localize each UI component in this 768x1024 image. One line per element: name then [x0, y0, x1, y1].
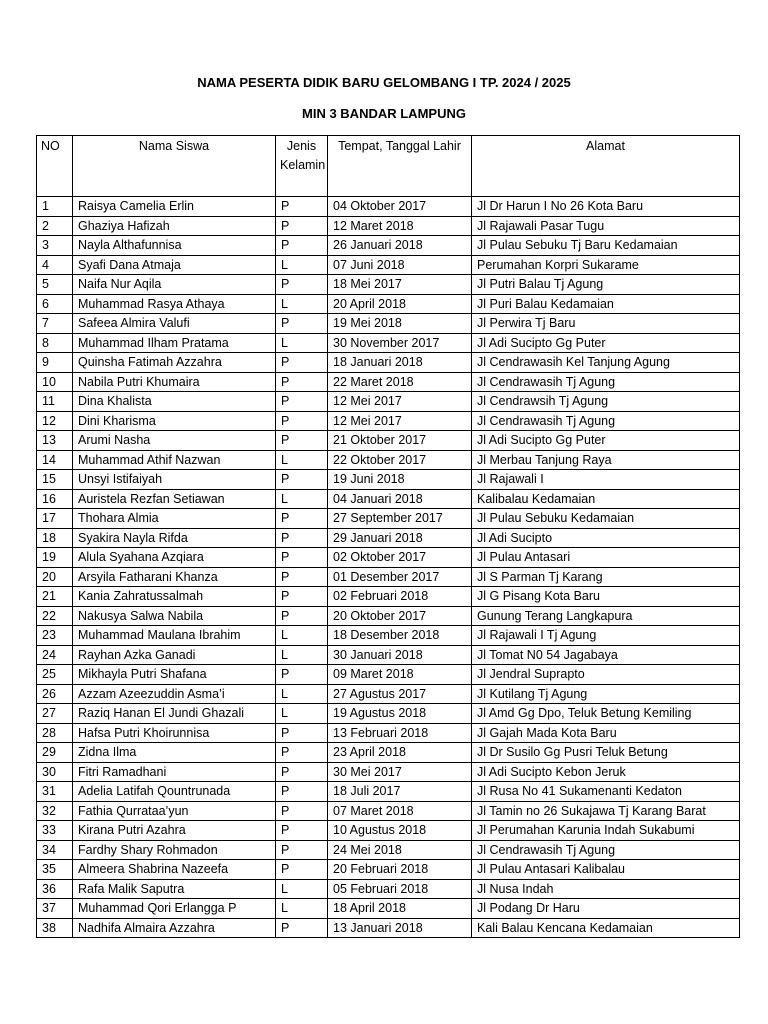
cell-address: Jl Nusa Indah — [472, 879, 740, 899]
cell-address: Jl Merbau Tanjung Raya — [472, 450, 740, 470]
table-row — [37, 392, 740, 412]
cell-name: Dina Khalista — [73, 392, 276, 412]
table-row — [37, 899, 740, 919]
cell-name: Nabila Putri Khumaira — [73, 372, 276, 392]
cell-name: Thohara Almia — [73, 509, 276, 529]
cell-sex: L — [276, 899, 328, 919]
table-row — [37, 528, 740, 548]
cell-name: Quinsha Fatimah Azzahra — [73, 353, 276, 373]
cell-sex: P — [276, 762, 328, 782]
cell-no: 21 — [37, 587, 73, 607]
cell-sex: P — [276, 821, 328, 841]
cell-name: Zidna Ilma — [73, 743, 276, 763]
cell-birth: 12 Mei 2017 — [328, 411, 472, 431]
cell-sex: P — [276, 509, 328, 529]
table-row — [37, 431, 740, 451]
cell-sex: P — [276, 665, 328, 685]
cell-name: Azzam Azeezuddin Asma’i — [73, 684, 276, 704]
cell-address: Jl Cendrawasih Tj Agung — [472, 411, 740, 431]
cell-sex: L — [276, 626, 328, 646]
cell-name: Fardhy Shary Rohmadon — [73, 840, 276, 860]
table-row — [37, 372, 740, 392]
cell-birth: 30 Mei 2017 — [328, 762, 472, 782]
cell-sex: L — [276, 645, 328, 665]
table-row — [37, 255, 740, 275]
cell-birth: 30 Januari 2018 — [328, 645, 472, 665]
cell-birth: 07 Maret 2018 — [328, 801, 472, 821]
cell-sex: P — [276, 372, 328, 392]
cell-sex: P — [276, 528, 328, 548]
cell-birth: 27 September 2017 — [328, 509, 472, 529]
cell-sex: P — [276, 801, 328, 821]
table-row — [37, 197, 740, 217]
cell-address: Jl Rusa No 41 Sukamenanti Kedaton — [472, 782, 740, 802]
cell-name: Nayla Althafunnisa — [73, 236, 276, 256]
cell-birth: 12 Mei 2017 — [328, 392, 472, 412]
page-title: NAMA PESERTA DIDIK BARU GELOMBANG I TP. 2024 / 2025 — [197, 75, 571, 90]
cell-sex: L — [276, 704, 328, 724]
cell-address: Jl Rajawali Pasar Tugu — [472, 216, 740, 236]
cell-no: 16 — [37, 489, 73, 509]
cell-address: Jl Cendrawasih Kel Tanjung Agung — [472, 353, 740, 373]
cell-no: 36 — [37, 879, 73, 899]
table-row — [37, 743, 740, 763]
table-row — [37, 450, 740, 470]
cell-sex: P — [276, 918, 328, 938]
cell-sex: P — [276, 587, 328, 607]
cell-name: Nakusya Salwa Nabila — [73, 606, 276, 626]
cell-birth: 04 Oktober 2017 — [328, 197, 472, 217]
cell-no: 35 — [37, 860, 73, 880]
cell-address: Jl Pulau Sebuku Tj Baru Kedamaian — [472, 236, 740, 256]
cell-no: 33 — [37, 821, 73, 841]
school-name: MIN 3 BANDAR LAMPUNG — [302, 106, 466, 121]
cell-no: 23 — [37, 626, 73, 646]
table-row — [37, 548, 740, 568]
cell-no: 3 — [37, 236, 73, 256]
cell-address: Jl Perwira Tj Baru — [472, 314, 740, 334]
cell-no: 25 — [37, 665, 73, 685]
cell-birth: 18 April 2018 — [328, 899, 472, 919]
cell-address: Jl Pulau Antasari Kalibalau — [472, 860, 740, 880]
table-row — [37, 801, 740, 821]
cell-name: Kania Zahratussalmah — [73, 587, 276, 607]
cell-address: Jl Dr Susilo Gg Pusri Teluk Betung — [472, 743, 740, 763]
cell-birth: 02 Oktober 2017 — [328, 548, 472, 568]
cell-sex: L — [276, 294, 328, 314]
table-row — [37, 684, 740, 704]
cell-no: 38 — [37, 918, 73, 938]
cell-no: 30 — [37, 762, 73, 782]
cell-sex: L — [276, 255, 328, 275]
cell-name: Muhammad Ilham Pratama — [73, 333, 276, 353]
table-row — [37, 236, 740, 256]
cell-birth: 07 Juni 2018 — [328, 255, 472, 275]
cell-address: Kalibalau Kedamaian — [472, 489, 740, 509]
cell-address: Jl Adi Sucipto Gg Puter — [472, 333, 740, 353]
cell-name: Raziq Hanan El Jundi Ghazali — [73, 704, 276, 724]
cell-address: Jl Puri Balau Kedamaian — [472, 294, 740, 314]
cell-address: Kali Balau Kencana Kedamaian — [472, 918, 740, 938]
cell-birth: 18 Januari 2018 — [328, 353, 472, 373]
cell-address: Jl Jendral Suprapto — [472, 665, 740, 685]
cell-birth: 18 Juli 2017 — [328, 782, 472, 802]
cell-no: 37 — [37, 899, 73, 919]
cell-sex: P — [276, 216, 328, 236]
cell-name: Syakira Nayla Rifda — [73, 528, 276, 548]
cell-no: 28 — [37, 723, 73, 743]
cell-name: Syafi Dana Atmaja — [73, 255, 276, 275]
cell-name: Muhammad Athif Nazwan — [73, 450, 276, 470]
cell-sex: P — [276, 470, 328, 490]
cell-name: Muhammad Qori Erlangga P — [73, 899, 276, 919]
cell-birth: 19 Juni 2018 — [328, 470, 472, 490]
cell-address: Jl G Pisang Kota Baru — [472, 587, 740, 607]
cell-no: 26 — [37, 684, 73, 704]
cell-no: 15 — [37, 470, 73, 490]
cell-name: Fitri Ramadhani — [73, 762, 276, 782]
cell-address: Perumahan Korpri Sukarame — [472, 255, 740, 275]
cell-address: Jl S Parman Tj Karang — [472, 567, 740, 587]
cell-address: Jl Cendrawasih Tj Agung — [472, 840, 740, 860]
cell-name: Arsyila Fatharani Khanza — [73, 567, 276, 587]
cell-sex: L — [276, 879, 328, 899]
cell-sex: P — [276, 548, 328, 568]
table-row — [37, 723, 740, 743]
cell-sex: P — [276, 782, 328, 802]
cell-no: 18 — [37, 528, 73, 548]
cell-address: Jl Cendrawsih Tj Agung — [472, 392, 740, 412]
cell-birth: 12 Maret 2018 — [328, 216, 472, 236]
cell-sex: P — [276, 411, 328, 431]
cell-sex: L — [276, 489, 328, 509]
cell-birth: 19 Mei 2018 — [328, 314, 472, 334]
cell-sex: P — [276, 353, 328, 373]
cell-birth: 02 Februari 2018 — [328, 587, 472, 607]
cell-birth: 13 Februari 2018 — [328, 723, 472, 743]
cell-name: Muhammad Rasya Athaya — [73, 294, 276, 314]
table-row — [37, 704, 740, 724]
cell-address: Jl Dr Harun I No 26 Kota Baru — [472, 197, 740, 217]
cell-birth: 21 Oktober 2017 — [328, 431, 472, 451]
table-row — [37, 840, 740, 860]
table-row — [37, 353, 740, 373]
cell-no: 7 — [37, 314, 73, 334]
cell-birth: 22 Maret 2018 — [328, 372, 472, 392]
cell-birth: 20 Oktober 2017 — [328, 606, 472, 626]
cell-no: 29 — [37, 743, 73, 763]
table-row — [37, 821, 740, 841]
cell-no: 9 — [37, 353, 73, 373]
cell-birth: 18 Desember 2018 — [328, 626, 472, 646]
header-no: NO — [37, 136, 73, 197]
header-name: Nama Siswa — [73, 136, 276, 197]
cell-address: Jl Putri Balau Tj Agung — [472, 275, 740, 295]
table-row — [37, 606, 740, 626]
cell-no: 14 — [37, 450, 73, 470]
cell-birth: 01 Desember 2017 — [328, 567, 472, 587]
header-address: Alamat — [472, 136, 740, 197]
cell-name: Almeera Shabrina Nazeefa — [73, 860, 276, 880]
cell-no: 20 — [37, 567, 73, 587]
cell-address: Jl Adi Sucipto — [472, 528, 740, 548]
cell-sex: P — [276, 723, 328, 743]
cell-birth: 13 Januari 2018 — [328, 918, 472, 938]
cell-no: 24 — [37, 645, 73, 665]
cell-address: Jl Tamin no 26 Sukajawa Tj Karang Barat — [472, 801, 740, 821]
cell-name: Alula Syahana Azqiara — [73, 548, 276, 568]
cell-name: Mikhayla Putri Shafana — [73, 665, 276, 685]
table-row — [37, 275, 740, 295]
table-row — [37, 314, 740, 334]
cell-birth: 18 Mei 2017 — [328, 275, 472, 295]
cell-address: Jl Tomat N0 54 Jagabaya — [472, 645, 740, 665]
cell-birth: 27 Agustus 2017 — [328, 684, 472, 704]
cell-birth: 29 Januari 2018 — [328, 528, 472, 548]
cell-no: 4 — [37, 255, 73, 275]
header-sex: Jenis Kelamin — [276, 136, 328, 197]
cell-sex: P — [276, 840, 328, 860]
cell-no: 32 — [37, 801, 73, 821]
cell-name: Arumi Nasha — [73, 431, 276, 451]
cell-no: 5 — [37, 275, 73, 295]
cell-birth: 30 November 2017 — [328, 333, 472, 353]
cell-sex: L — [276, 450, 328, 470]
cell-sex: P — [276, 743, 328, 763]
table-row — [37, 762, 740, 782]
table-row — [37, 665, 740, 685]
cell-sex: P — [276, 431, 328, 451]
table-row — [37, 216, 740, 236]
cell-address: Jl Kutilang Tj Agung — [472, 684, 740, 704]
cell-name: Hafsa Putri Khoirunnisa — [73, 723, 276, 743]
table-row — [37, 860, 740, 880]
table-row — [37, 567, 740, 587]
table-row — [37, 470, 740, 490]
table-row — [37, 509, 740, 529]
cell-address: Jl Adi Sucipto Kebon Jeruk — [472, 762, 740, 782]
cell-birth: 09 Maret 2018 — [328, 665, 472, 685]
table-row — [37, 333, 740, 353]
cell-address: Jl Perumahan Karunia Indah Sukabumi — [472, 821, 740, 841]
header-birth: Tempat, Tanggal Lahir — [328, 136, 472, 197]
cell-no: 34 — [37, 840, 73, 860]
cell-address: Jl Gajah Mada Kota Baru — [472, 723, 740, 743]
table-row — [37, 918, 740, 938]
table-row — [37, 626, 740, 646]
cell-sex: P — [276, 197, 328, 217]
cell-name: Kirana Putri Azahra — [73, 821, 276, 841]
table-row — [37, 411, 740, 431]
cell-address: Jl Pulau Sebuku Kedamaian — [472, 509, 740, 529]
cell-name: Unsyi Istifaiyah — [73, 470, 276, 490]
cell-address: Jl Rajawali I — [472, 470, 740, 490]
cell-birth: 20 April 2018 — [328, 294, 472, 314]
cell-birth: 22 Oktober 2017 — [328, 450, 472, 470]
cell-no: 6 — [37, 294, 73, 314]
cell-name: Muhammad Maulana Ibrahim — [73, 626, 276, 646]
table-row — [37, 294, 740, 314]
cell-address: Jl Cendrawasih Tj Agung — [472, 372, 740, 392]
cell-address: Jl Podang Dr Haru — [472, 899, 740, 919]
cell-name: Auristela Rezfan Setiawan — [73, 489, 276, 509]
cell-name: Ghaziya Hafizah — [73, 216, 276, 236]
cell-sex: P — [276, 314, 328, 334]
cell-birth: 24 Mei 2018 — [328, 840, 472, 860]
cell-address: Gunung Terang Langkapura — [472, 606, 740, 626]
cell-address: Jl Pulau Antasari — [472, 548, 740, 568]
cell-name: Safeea Almira Valufi — [73, 314, 276, 334]
cell-name: Raisya Camelia Erlin — [73, 197, 276, 217]
cell-name: Fathia Qurrataa’yun — [73, 801, 276, 821]
table-row — [37, 879, 740, 899]
table-body — [37, 197, 740, 938]
cell-no: 19 — [37, 548, 73, 568]
cell-no: 8 — [37, 333, 73, 353]
cell-no: 13 — [37, 431, 73, 451]
cell-sex: L — [276, 684, 328, 704]
cell-sex: P — [276, 392, 328, 412]
cell-birth: 04 Januari 2018 — [328, 489, 472, 509]
cell-no: 31 — [37, 782, 73, 802]
cell-no: 12 — [37, 411, 73, 431]
cell-sex: P — [276, 606, 328, 626]
cell-no: 17 — [37, 509, 73, 529]
cell-birth: 10 Agustus 2018 — [328, 821, 472, 841]
cell-birth: 26 Januari 2018 — [328, 236, 472, 256]
cell-sex: L — [276, 333, 328, 353]
cell-name: Nadhifa Almaira Azzahra — [73, 918, 276, 938]
cell-birth: 20 Februari 2018 — [328, 860, 472, 880]
table-row — [37, 782, 740, 802]
cell-no: 2 — [37, 216, 73, 236]
cell-address: Jl Amd Gg Dpo, Teluk Betung Kemiling — [472, 704, 740, 724]
cell-birth: 23 April 2018 — [328, 743, 472, 763]
table-row — [37, 587, 740, 607]
cell-sex: P — [276, 236, 328, 256]
cell-no: 22 — [37, 606, 73, 626]
cell-no: 11 — [37, 392, 73, 412]
cell-birth: 19 Agustus 2018 — [328, 704, 472, 724]
cell-address: Jl Adi Sucipto Gg Puter — [472, 431, 740, 451]
cell-name: Rayhan Azka Ganadi — [73, 645, 276, 665]
cell-name: Naifa Nur Aqila — [73, 275, 276, 295]
student-table — [36, 135, 740, 938]
cell-sex: P — [276, 860, 328, 880]
cell-sex: P — [276, 567, 328, 587]
cell-sex: P — [276, 275, 328, 295]
cell-address: Jl Rajawali I Tj Agung — [472, 626, 740, 646]
cell-name: Rafa Malik Saputra — [73, 879, 276, 899]
table-header-row — [37, 136, 740, 197]
cell-no: 1 — [37, 197, 73, 217]
cell-name: Adelia Latifah Qountrunada — [73, 782, 276, 802]
cell-no: 10 — [37, 372, 73, 392]
cell-no: 27 — [37, 704, 73, 724]
table-row — [37, 489, 740, 509]
cell-birth: 05 Februari 2018 — [328, 879, 472, 899]
cell-name: Dini Kharisma — [73, 411, 276, 431]
table-row — [37, 645, 740, 665]
